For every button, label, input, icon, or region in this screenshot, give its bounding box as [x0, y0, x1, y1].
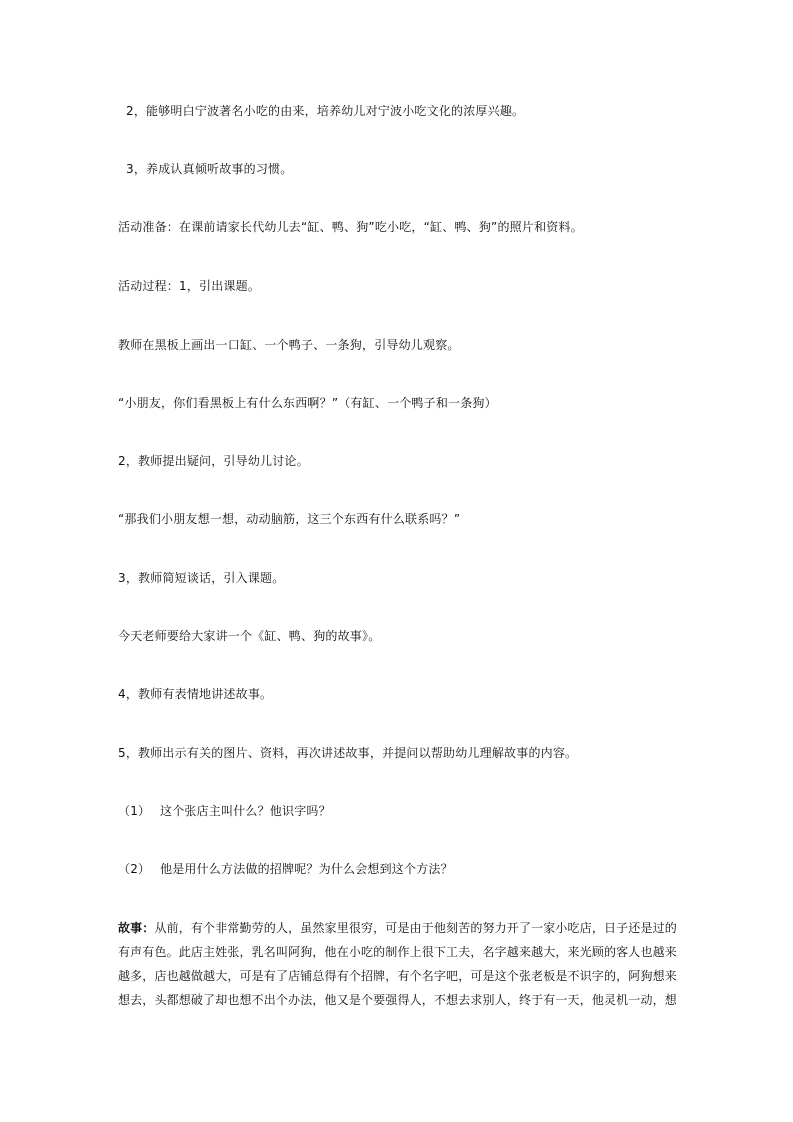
question-2-text: 他是用什么方法做的招牌呢？为什么会想到这个方法？ [160, 862, 453, 876]
activity-preparation: 活动准备：在课前请家长代幼儿去“缸、鸭、狗”吃小吃，“缸、鸭、狗”的照片和资料。 [118, 220, 583, 234]
activity-process: 活动过程：1，引出课题。 [118, 279, 261, 293]
question-what-on-board: “小朋友，你们看黑板上有什么东西啊？”（有缸、一个鸭子和一条狗） [118, 396, 497, 410]
today-story: 今天老师要给大家讲一个《缸、鸭、狗的故事》。 [118, 629, 381, 643]
goal-2: 2，能够明白宁波著名小吃的由来，培养幼儿对宁波小吃文化的浓厚兴趣。 [126, 104, 525, 118]
goal-3: 3，养成认真倾听故事的习惯。 [126, 162, 293, 176]
story-line-1-text: 从前，有个非常勤劳的人，虽然家里很穷，可是由于他刻苦的努力开了一家小吃店，日子还是过的 [154, 921, 677, 935]
story-line-4: 想去，头都想破了却也想不出个办法，他又是个要强得人，不想去求别人，终于有一天，他灵机一动，想 [118, 993, 677, 1007]
step-2: 2，教师提出疑问，引导幼儿讨论。 [118, 454, 309, 468]
story-line-2: 有声有色。此店主姓张，乳名叫阿狗，他在小吃的制作上很下工夫，名字越来越大，来光顾的客人也越来 [118, 945, 677, 959]
question-1 [118, 803, 331, 819]
step-4: 4，教师有表情地讲述故事。 [118, 687, 273, 701]
story-line-1 [118, 916, 677, 940]
question-connection: “那我们小朋友想一想，动动脑筋，这三个东西有什么联系吗？” [118, 512, 461, 526]
story-label: 故事： [118, 921, 155, 935]
question-1-text: 这个张店主叫什么？他识字吗？ [160, 804, 331, 818]
story-line-3: 越多，店也越做越大，可是有了店铺总得有个招牌，有个名字吧，可是这个张老板是不识字的，阿狗想来 [118, 969, 677, 983]
step-5: 5，教师出示有关的图片、资料，再次讲述故事，并提问以帮助幼儿理解故事的内容。 [118, 746, 578, 760]
question-1-number: （1） [118, 804, 151, 818]
question-2-number: （2） [118, 862, 151, 876]
question-2 [118, 861, 453, 877]
teacher-draws: 教师在黑板上画出一口缸、一个鸭子、一条狗，引导幼儿观察。 [118, 338, 460, 352]
story-paragraph [118, 916, 677, 1012]
step-3: 3，教师简短谈话，引入课题。 [118, 571, 285, 585]
